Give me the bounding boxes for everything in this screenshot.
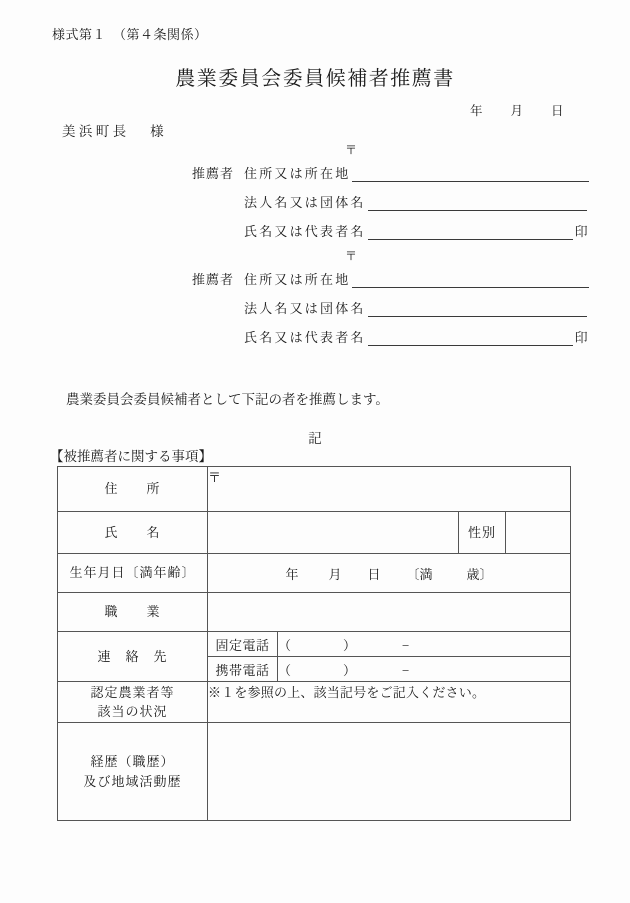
address-value-cell[interactable] [208, 467, 571, 512]
mobile-close-paren: ） [343, 662, 357, 678]
name-label: 氏 名 [58, 512, 208, 554]
addressee [62, 120, 164, 140]
recommender-1-person-input[interactable] [368, 225, 573, 240]
gender-label: 性別 [459, 512, 506, 554]
recommender-2-person-label: 氏名又は代表者名 [244, 330, 366, 345]
mobile-value-cell[interactable] [278, 657, 571, 682]
date-day-label: 日 [551, 104, 564, 118]
candidate-info-table [57, 466, 571, 821]
landline-close-paren: ） [343, 637, 357, 653]
recommender-2-address-row [192, 269, 589, 288]
recommender-2-org-input[interactable] [368, 302, 587, 317]
recommender-2-address-label: 住所又は所在地 [244, 272, 351, 287]
form-number: 様式第１ （第４条関係） [52, 27, 208, 42]
recommender-1-person-row [192, 221, 588, 240]
postal-mark-icon: 〒 [345, 143, 358, 157]
recommender-2-person-row [192, 327, 588, 346]
certified-farmer-value-cell[interactable] [208, 682, 571, 723]
addressee-name: 美 浜 町 長 [62, 124, 127, 139]
occupation-value[interactable] [208, 593, 571, 632]
mobile-dash: − [402, 662, 410, 678]
table-row-certified-farmer [58, 682, 571, 723]
certified-farmer-note: ※１を参照の上、該当記号をご記入ください。 [208, 685, 486, 700]
recommender-1-address-row [192, 163, 589, 182]
recommender-1-person-label: 氏名又は代表者名 [244, 224, 366, 239]
certified-farmer-label-line1: 認定農業者等 [90, 684, 175, 700]
recommender-2-seal-mark: 印 [574, 330, 588, 345]
occupation-label: 職 業 [58, 593, 208, 632]
career-label [58, 723, 208, 821]
gender-value[interactable] [506, 512, 571, 554]
date-month-label: 月 [510, 104, 524, 118]
age-open-label: 〔満 [406, 566, 433, 582]
date-line [470, 101, 564, 119]
recommender-2-org-row [192, 298, 587, 317]
recommender-1-org-input[interactable] [368, 196, 587, 211]
landline-label: 固定電話 [208, 632, 278, 657]
birthdate-label: 生年月日〔満年齢〕 [58, 554, 208, 593]
certified-farmer-label-line2: 該当の状況 [97, 704, 168, 719]
age-close-label: 歳〕 [466, 566, 493, 582]
addressee-honorific: 様 [150, 124, 164, 139]
page-title: 農業委員会委員候補者推薦書 [175, 68, 455, 90]
birth-day-label: 日 [367, 566, 381, 582]
birthdate-value-cell[interactable] [208, 554, 571, 593]
birth-year-label: 年 [285, 566, 299, 582]
landline-open-paren: （ [278, 637, 292, 653]
landline-value-cell[interactable] [278, 632, 571, 657]
contact-label: 連 絡 先 [58, 632, 208, 682]
recommender-1-org-row [192, 192, 587, 211]
postal-mark-icon-table: 〒 [208, 470, 222, 485]
table-row-address [58, 467, 571, 512]
recommender-1-address-input[interactable] [352, 167, 589, 182]
statement-text: 農業委員会委員候補者として下記の者を推薦します。 [66, 392, 389, 407]
recommender-2-person-input[interactable] [368, 331, 573, 346]
recommender-1-tag: 推薦者 [192, 166, 235, 181]
name-value[interactable] [208, 512, 459, 554]
table-row-name [58, 512, 571, 554]
table-row-birthdate [58, 554, 571, 593]
landline-dash: − [402, 637, 410, 653]
section-heading: 【被推薦者に関する事項】 [50, 449, 212, 464]
postal-mark-icon-2: 〒 [345, 249, 358, 263]
career-label-line1: 経歴（職歴） [90, 754, 175, 769]
date-year-label: 年 [470, 104, 483, 118]
table-row-contact-landline [58, 632, 571, 657]
career-value[interactable] [208, 723, 571, 821]
mobile-open-paren: （ [278, 662, 292, 678]
recommender-2-tag: 推薦者 [192, 272, 235, 287]
address-label: 住 所 [58, 467, 208, 512]
table-row-occupation [58, 593, 571, 632]
recommender-1-address-label: 住所又は所在地 [244, 166, 351, 181]
recommender-1-seal-mark: 印 [574, 224, 588, 239]
table-row-career [58, 723, 571, 821]
mobile-label: 携帯電話 [208, 657, 278, 682]
ki-mark: 記 [308, 431, 322, 446]
certified-farmer-label [58, 682, 208, 723]
recommender-2-address-input[interactable] [352, 273, 589, 288]
career-label-line2: 及び地域活動歴 [83, 773, 182, 789]
recommender-1-org-label: 法人名又は団体名 [244, 195, 366, 210]
recommender-2-org-label: 法人名又は団体名 [244, 301, 366, 316]
birth-month-label: 月 [328, 566, 342, 582]
